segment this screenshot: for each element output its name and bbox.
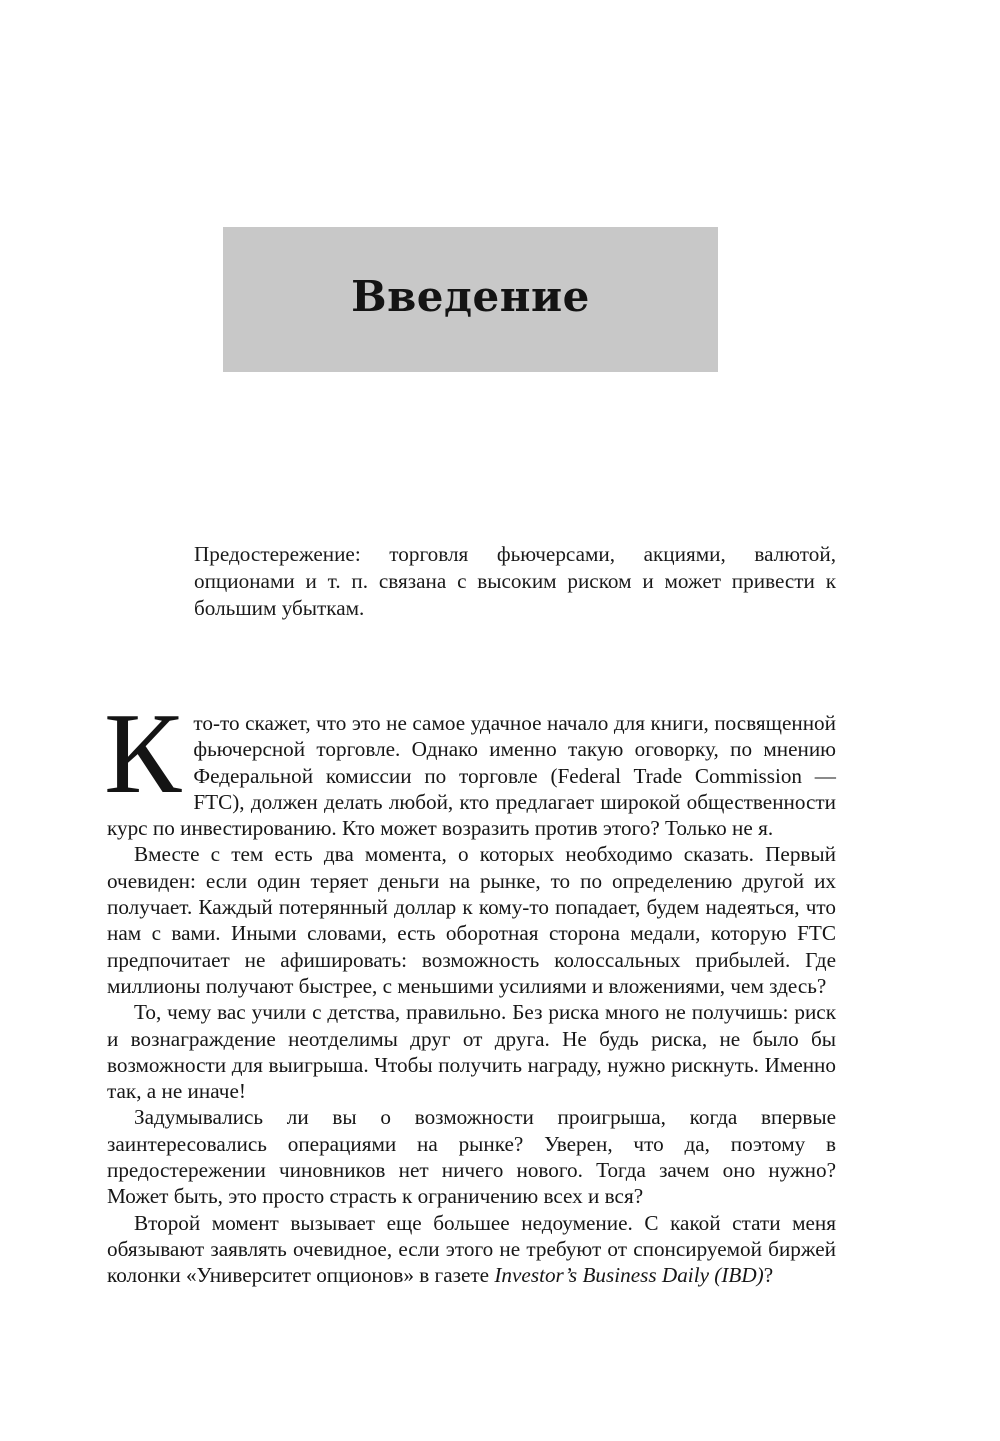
paragraph-5 [107,1210,836,1289]
paragraph-3: То, чему вас учили с детства, правильно. Без риска много не получишь: риск и вознаграждение неотделимы друг от друга. Не будь риска, не было бы возможности для выигрыша. Чтобы получить награду, нужно рискнуть. Именно так, а не иначе! [107,1000,836,1104]
warning-note: Предостережение: торговля фьючерсами, акциями, валютой, опционами и т. п. связана с высоким риском и может привести к большим убыткам. [194,542,836,620]
paragraph-1-text: то-то скажет, что это не самое удачное начало для книги, посвященной фьючерсной торговле. Однако именно такую оговорку, по мнению Федеральной комиссии по торговле (Federal Trade Commission — FTC), должен делать любой, кто предлагает широкой общественности курс по инвестированию. Кто может возразить против этого? Только не я. [107,711,836,841]
paragraph-4: Задумывались ли вы о возможности проигрыша, когда впервые заинтересовались операциями на рынке? Уверен, что да, поэтому в предостережении чиновников нет ничего нового. Тогда зачем оно нужно? Может быть, это просто страсть к ограничению всех и вся? [107,1105,836,1209]
chapter-body [104,690,836,1289]
paragraph-5-start: Второй момент вызывает еще большее недоумение. С какой стати меня обязывают заявлять очевидное, если этого не требуют от спонсируемой биржей колонки «Университет опционов» в газете [107,1210,836,1288]
paragraph-5-end: ? [763,1263,774,1288]
newspaper-title: Investor’s Business Daily (IBD) [494,1263,764,1288]
chapter-title: Введение [351,272,590,321]
chapter-title-box [223,227,718,372]
paragraph-2: Вместе с тем есть два момента, о которых необходимо сказать. Первый очевиден: если один теряет деньги на рынке, то по определению другой их получает. Каждый потерянный доллар к кому-то попадает, будем надеяться, что нам с вами. Иными словами, есть оборотная сторона медали, которую FTC предпочитает не афишировать: возможность колоссальных прибылей. Где миллионы получают быстрее, с меньшими усилиями и вложениями, чем здесь? [107,842,836,998]
drop-cap: К [104,690,182,818]
paragraph-1 [104,690,836,841]
